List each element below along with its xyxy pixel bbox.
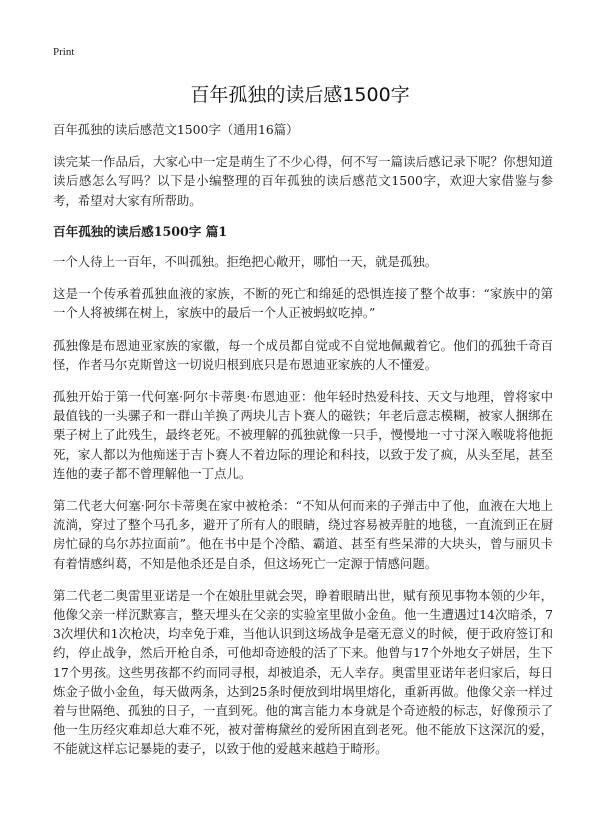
paragraph: 孤独开始于第一代何塞·阿尔卡蒂奥·布恩迪亚：他年轻时热爱科技、天文与地理，曾将家中最值钱的一头骡子和一群山羊换了两块儿吉卜赛人的磁铁；年老后意志模糊，被家人捆绑在栗子树上了此残生，最终老死。不被理解的孤独就像一只手，慢慢地一寸寸深入喉咙将他扼死，家人都以为他痴迷于吉卜赛人不着边际的理论和科技，以致于发了疯，从头至尾，甚至连他的妻子都不曾理解他一丁点儿。 <box>53 389 553 481</box>
paragraph: 第二代老大何塞·阿尔卡蒂奥在家中被枪杀：“不知从何而来的子弹击中了他，血液在大地上流淌，穿过了整个马孔多，避开了所有人的眼睛，绕过容易被弄脏的地毯，一直流到正在厨房忙碌的乌尔苏拉面前”。他在书中是个冷酷、霸道、甚至有些呆滞的大块头，曾与丽贝卡有着情感纠葛，不知是他杀还是自杀，但这场死亡一定源于情感问题。 <box>53 498 553 571</box>
article-body <box>53 120 553 772</box>
paragraph: 这是一个传承着孤独血液的家族，不断的死亡和绵延的恐惧连接了整个故事：“家族中的第一个人将被绑在树上，家族中的最后一个人正被蚂蚁吃掉。” <box>53 286 553 321</box>
paragraph: 第二代老二奥雷里亚诺是一个在娘肚里就会哭，睁着眼睛出世，赋有预见事物本领的少年，他像父亲一样沉默寡言，整天埋头在父亲的实验室里做小金鱼。他一生遭遇过14次暗杀，73次埋伏和1次枪决，均幸免于难，当他认识到这场战争是毫无意义的时候，便于政府签订和约，停止战争，然后开枪自杀，可他却奇迹般的活了下来。他曾与17个外地女子姘居，生下17个男孩。这些男孩都不约而同寻根，却被追杀，无人幸存。奥雷里亚诺年老归家后，每日炼金子做小金鱼，每天做两条，达到25条时便放到坩埚里熔化，重新再做。他像父亲一样过着与世隔绝、孤独的日子，一直到死。他的寓言能力本身就是个奇迹般的标志，好像预示了他一生历经灾难却总大难不死，被对蕾梅黛丝的爱所困直到老死。他不能放下这深沉的爱，不能就这样忘记暴毙的妻子，以致于他的爱越来越趋于畸形。 <box>53 587 553 757</box>
section-heading: 百年孤独的读后感1500字 篇1 <box>53 223 228 239</box>
page-title: 百年孤独的读后感1500字 <box>190 84 410 106</box>
print-label[interactable]: Print <box>53 46 75 58</box>
paragraph: 孤独像是布恩迪亚家族的家徽，每一个成员都自觉或不自觉地佩戴着它。他们的孤独千奇百怪，作者马尔克斯曾这一切说归根到底只是布恩迪亚家族的人不懂爱。 <box>53 337 553 372</box>
intro-paragraph: 读完某一作品后，大家心中一定是萌生了不少心得，何不写一篇读后感记录下呢？你想知道读后感怎么写吗？以下是小编整理的百年孤独的读后感范文1500字，欢迎大家借鉴与参考，希望对大家有所帮助。 <box>53 154 553 208</box>
article-subtitle: 百年孤独的读后感范文1500字（通用16篇） <box>53 122 299 137</box>
paragraph: 一个人待上一百年，不叫孤独。拒绝把心敞开，哪怕一天，就是孤独。 <box>53 254 438 270</box>
